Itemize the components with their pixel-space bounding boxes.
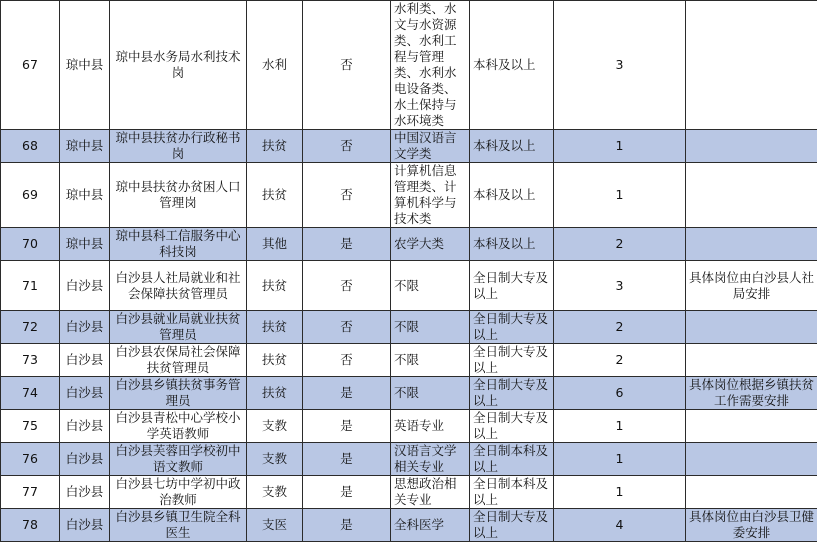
row-number: 70 bbox=[1, 228, 60, 261]
education-cell: 全日制大专及以上 bbox=[470, 377, 554, 410]
unit-position-cell: 白沙县就业局就业扶贫管理员 bbox=[110, 311, 247, 344]
note-cell bbox=[686, 443, 817, 476]
table-row bbox=[1, 261, 817, 311]
count-cell: 1 bbox=[554, 443, 686, 476]
note-cell: 具体岗位由白沙县卫健委安排 bbox=[686, 509, 817, 542]
education-cell: 本科及以上 bbox=[470, 130, 554, 163]
major-cell: 汉语言文学相关专业 bbox=[391, 443, 470, 476]
major-cell: 不限 bbox=[391, 344, 470, 377]
note-cell bbox=[686, 228, 817, 261]
row-number: 71 bbox=[1, 261, 60, 311]
note-cell bbox=[686, 410, 817, 443]
table-row bbox=[1, 377, 817, 410]
count-cell: 2 bbox=[554, 311, 686, 344]
education-cell: 全日制大专及以上 bbox=[470, 261, 554, 311]
note-cell bbox=[686, 344, 817, 377]
note-cell bbox=[686, 163, 817, 228]
unit-position-cell: 琼中县扶贫办贫困人口管理岗 bbox=[110, 163, 247, 228]
restriction-cell: 是 bbox=[303, 377, 391, 410]
restriction-cell: 否 bbox=[303, 1, 391, 130]
table-row bbox=[1, 344, 817, 377]
education-cell: 全日制大专及以上 bbox=[470, 311, 554, 344]
unit-position-cell: 白沙县七坊中学初中政治教师 bbox=[110, 476, 247, 509]
count-cell: 1 bbox=[554, 410, 686, 443]
education-cell: 全日制本科及以上 bbox=[470, 443, 554, 476]
major-cell: 计算机信息管理类、计算机科学与技术类 bbox=[391, 163, 470, 228]
unit-position-cell: 琼中县科工信服务中心科技岗 bbox=[110, 228, 247, 261]
category-cell: 扶贫 bbox=[247, 130, 303, 163]
county-cell: 白沙县 bbox=[60, 311, 110, 344]
county-cell: 白沙县 bbox=[60, 410, 110, 443]
category-cell: 扶贫 bbox=[247, 377, 303, 410]
note-cell bbox=[686, 130, 817, 163]
restriction-cell: 否 bbox=[303, 163, 391, 228]
unit-position-cell: 白沙县乡镇扶贫事务管理员 bbox=[110, 377, 247, 410]
restriction-cell: 是 bbox=[303, 476, 391, 509]
row-number: 77 bbox=[1, 476, 60, 509]
county-cell: 琼中县 bbox=[60, 1, 110, 130]
row-number: 68 bbox=[1, 130, 60, 163]
category-cell: 支教 bbox=[247, 410, 303, 443]
restriction-cell: 否 bbox=[303, 130, 391, 163]
row-number: 74 bbox=[1, 377, 60, 410]
unit-position-cell: 白沙县青松中心学校小学英语教师 bbox=[110, 410, 247, 443]
major-cell: 全科医学 bbox=[391, 509, 470, 542]
major-cell: 不限 bbox=[391, 377, 470, 410]
count-cell: 1 bbox=[554, 163, 686, 228]
restriction-cell: 否 bbox=[303, 344, 391, 377]
restriction-cell: 是 bbox=[303, 509, 391, 542]
note-cell bbox=[686, 1, 817, 130]
restriction-cell: 是 bbox=[303, 410, 391, 443]
restriction-cell: 否 bbox=[303, 311, 391, 344]
education-cell: 全日制大专及以上 bbox=[470, 509, 554, 542]
county-cell: 琼中县 bbox=[60, 228, 110, 261]
category-cell: 扶贫 bbox=[247, 344, 303, 377]
row-number: 76 bbox=[1, 443, 60, 476]
category-cell: 支教 bbox=[247, 443, 303, 476]
count-cell: 1 bbox=[554, 476, 686, 509]
note-cell bbox=[686, 311, 817, 344]
table-row bbox=[1, 443, 817, 476]
row-number: 73 bbox=[1, 344, 60, 377]
table-row bbox=[1, 311, 817, 344]
table-row bbox=[1, 1, 817, 130]
county-cell: 白沙县 bbox=[60, 443, 110, 476]
count-cell: 1 bbox=[554, 130, 686, 163]
major-cell: 中国汉语言文学类 bbox=[391, 130, 470, 163]
table-row bbox=[1, 476, 817, 509]
county-cell: 白沙县 bbox=[60, 509, 110, 542]
education-cell: 本科及以上 bbox=[470, 1, 554, 130]
county-cell: 白沙县 bbox=[60, 476, 110, 509]
unit-position-cell: 白沙县乡镇卫生院全科医生 bbox=[110, 509, 247, 542]
table-row bbox=[1, 163, 817, 228]
table-row bbox=[1, 509, 817, 542]
county-cell: 白沙县 bbox=[60, 377, 110, 410]
major-cell: 不限 bbox=[391, 311, 470, 344]
restriction-cell: 是 bbox=[303, 443, 391, 476]
count-cell: 3 bbox=[554, 261, 686, 311]
education-cell: 全日制大专及以上 bbox=[470, 344, 554, 377]
major-cell: 农学大类 bbox=[391, 228, 470, 261]
unit-position-cell: 白沙县芙蓉田学校初中语文教师 bbox=[110, 443, 247, 476]
county-cell: 白沙县 bbox=[60, 261, 110, 311]
table-row bbox=[1, 130, 817, 163]
note-cell bbox=[686, 476, 817, 509]
count-cell: 3 bbox=[554, 1, 686, 130]
education-cell: 全日制大专及以上 bbox=[470, 410, 554, 443]
major-cell: 思想政治相关专业 bbox=[391, 476, 470, 509]
unit-position-cell: 白沙县人社局就业和社会保障扶贫管理员 bbox=[110, 261, 247, 311]
category-cell: 扶贫 bbox=[247, 261, 303, 311]
row-number: 75 bbox=[1, 410, 60, 443]
county-cell: 琼中县 bbox=[60, 163, 110, 228]
unit-position-cell: 白沙县农保局社会保障扶贫管理员 bbox=[110, 344, 247, 377]
category-cell: 其他 bbox=[247, 228, 303, 261]
note-cell: 具体岗位由白沙县人社局安排 bbox=[686, 261, 817, 311]
count-cell: 2 bbox=[554, 344, 686, 377]
row-number: 67 bbox=[1, 1, 60, 130]
row-number: 69 bbox=[1, 163, 60, 228]
count-cell: 4 bbox=[554, 509, 686, 542]
category-cell: 扶贫 bbox=[247, 311, 303, 344]
category-cell: 扶贫 bbox=[247, 163, 303, 228]
category-cell: 水利 bbox=[247, 1, 303, 130]
table-row bbox=[1, 228, 817, 261]
note-cell: 具体岗位根据乡镇扶贫工作需要安排 bbox=[686, 377, 817, 410]
county-cell: 琼中县 bbox=[60, 130, 110, 163]
category-cell: 支教 bbox=[247, 476, 303, 509]
education-cell: 本科及以上 bbox=[470, 163, 554, 228]
restriction-cell: 是 bbox=[303, 228, 391, 261]
major-cell: 水利类、水文与水资源类、水利工程与管理类、水利水电设备类、水土保持与水环境类 bbox=[391, 1, 470, 130]
table-row bbox=[1, 410, 817, 443]
major-cell: 英语专业 bbox=[391, 410, 470, 443]
category-cell: 支医 bbox=[247, 509, 303, 542]
major-cell: 不限 bbox=[391, 261, 470, 311]
restriction-cell: 否 bbox=[303, 261, 391, 311]
education-cell: 本科及以上 bbox=[470, 228, 554, 261]
unit-position-cell: 琼中县扶贫办行政秘书岗 bbox=[110, 130, 247, 163]
education-cell: 全日制本科及以上 bbox=[470, 476, 554, 509]
row-number: 72 bbox=[1, 311, 60, 344]
count-cell: 6 bbox=[554, 377, 686, 410]
unit-position-cell: 琼中县水务局水利技术岗 bbox=[110, 1, 247, 130]
count-cell: 2 bbox=[554, 228, 686, 261]
row-number: 78 bbox=[1, 509, 60, 542]
county-cell: 白沙县 bbox=[60, 344, 110, 377]
